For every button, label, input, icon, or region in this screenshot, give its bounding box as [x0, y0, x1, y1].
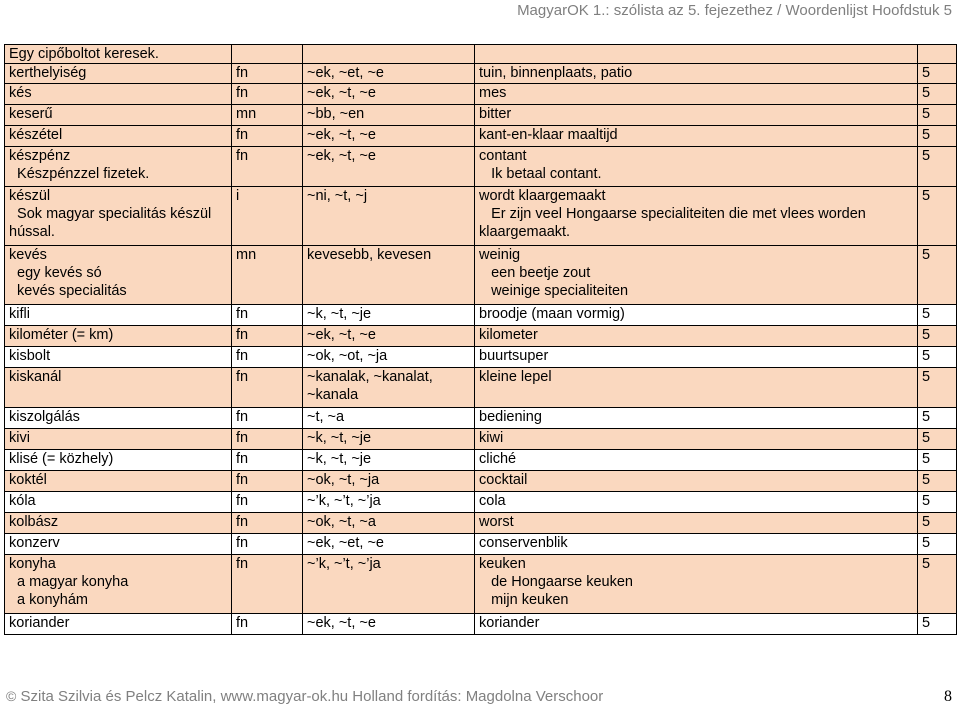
table-row — [5, 147, 957, 187]
hungarian-cell — [5, 614, 232, 635]
pos-cell — [232, 368, 303, 408]
chapter-cell: 5 — [918, 408, 957, 429]
hungarian-cell — [5, 326, 232, 347]
pos-cell — [232, 408, 303, 429]
forms-cell — [303, 347, 475, 368]
forms-cell — [303, 368, 475, 408]
pos-cell — [232, 513, 303, 534]
dutch-cell — [475, 305, 918, 326]
cell-line: Ik betaal contant. — [479, 166, 602, 182]
forms-cell — [303, 45, 475, 64]
dutch-cell — [475, 368, 918, 408]
cell-line: konyha — [9, 556, 56, 572]
cell-line: ~ek, ~t, ~e — [307, 615, 376, 631]
cell-line: ~ek, ~et, ~e — [307, 65, 384, 81]
dutch-cell — [475, 492, 918, 513]
cell-line: kisbolt — [9, 348, 51, 364]
pos-cell — [232, 614, 303, 635]
forms-cell — [303, 513, 475, 534]
chapter-cell: 5 — [918, 347, 957, 368]
cell-line: fn — [236, 451, 249, 467]
forms-cell — [303, 84, 475, 105]
table-row — [5, 429, 957, 450]
chapter-cell — [918, 45, 957, 64]
cell-line: i — [236, 188, 240, 204]
cell-line: fn — [236, 493, 249, 509]
cell-line: kerthelyiség — [9, 65, 87, 81]
cell-line: kifli — [9, 306, 30, 322]
cell-line: fn — [236, 327, 249, 343]
cell-line: ~kanala — [307, 387, 359, 403]
table-row — [5, 45, 957, 64]
hungarian-cell — [5, 368, 232, 408]
cell-line: mn — [236, 247, 257, 263]
dutch-cell — [475, 408, 918, 429]
cell-line: ~k, ~t, ~je — [307, 430, 372, 446]
pos-cell — [232, 450, 303, 471]
hungarian-cell — [5, 246, 232, 305]
table-row — [5, 187, 957, 246]
dutch-cell — [475, 555, 918, 614]
chapter-cell: 5 — [918, 492, 957, 513]
pos-cell — [232, 326, 303, 347]
dutch-cell — [475, 429, 918, 450]
forms-cell — [303, 492, 475, 513]
forms-cell — [303, 187, 475, 246]
cell-line: mes — [479, 85, 507, 101]
cell-line: egy kevés só — [9, 265, 102, 281]
chapter-cell: 5 — [918, 326, 957, 347]
pos-cell — [232, 347, 303, 368]
dutch-cell — [475, 614, 918, 635]
cell-line: keserű — [9, 106, 53, 122]
cell-line: koktél — [9, 472, 47, 488]
cell-line: ~kanalak, ~kanalat, — [307, 369, 433, 385]
chapter-cell: 5 — [918, 534, 957, 555]
forms-cell — [303, 408, 475, 429]
chapter-cell: 5 — [918, 64, 957, 84]
pos-cell — [232, 45, 303, 64]
chapter-cell: 5 — [918, 368, 957, 408]
cell-line: kevés specialitás — [9, 283, 127, 299]
cell-line: kilometer — [479, 327, 538, 343]
cell-line: klaargemaakt. — [479, 224, 571, 240]
table-row — [5, 326, 957, 347]
cell-line: ~ek, ~et, ~e — [307, 535, 384, 551]
cell-line: keuken — [479, 556, 526, 572]
cell-line: ~ok, ~t, ~ja — [307, 472, 380, 488]
cell-line: koriander — [479, 615, 540, 631]
cell-line: Er zijn veel Hongaarse specialiteiten die met vlees worden — [479, 206, 866, 222]
cell-line: fn — [236, 556, 249, 572]
cell-line: fn — [236, 430, 249, 446]
cell-line: fn — [236, 369, 249, 385]
footer — [6, 688, 603, 705]
cell-line: Sok magyar specialitás készül — [9, 206, 212, 222]
forms-cell — [303, 246, 475, 305]
hungarian-cell — [5, 126, 232, 147]
cell-line: cola — [479, 493, 506, 509]
forms-cell — [303, 126, 475, 147]
cell-line: kevesebb, kevesen — [307, 247, 432, 263]
hungarian-cell — [5, 534, 232, 555]
table-row — [5, 84, 957, 105]
dutch-cell — [475, 147, 918, 187]
dutch-cell — [475, 326, 918, 347]
cell-line: fn — [236, 306, 249, 322]
cell-line: mijn keuken — [479, 592, 569, 608]
forms-cell — [303, 614, 475, 635]
cell-line: fn — [236, 65, 249, 81]
pos-cell — [232, 471, 303, 492]
chapter-cell: 5 — [918, 147, 957, 187]
hungarian-cell — [5, 492, 232, 513]
table-row — [5, 408, 957, 429]
chapter-cell: 5 — [918, 84, 957, 105]
cell-line: fn — [236, 615, 249, 631]
cell-line: een beetje zout — [479, 265, 591, 281]
cell-line: készétel — [9, 127, 63, 143]
dutch-cell — [475, 84, 918, 105]
hungarian-cell — [5, 513, 232, 534]
cell-line: contant — [479, 148, 527, 164]
cell-line: ~ok, ~ot, ~ja — [307, 348, 388, 364]
forms-cell — [303, 555, 475, 614]
cell-line: fn — [236, 409, 249, 425]
footer-credits: Szita Szilvia és Pelcz Katalin, www.magyar-ok.hu Holland fordítás: Magdolna Verschoor — [20, 688, 604, 705]
cell-line: tuin, binnenplaats, patio — [479, 65, 633, 81]
table-row — [5, 105, 957, 126]
hungarian-cell — [5, 187, 232, 246]
cell-line: ~’k, ~’t, ~’ja — [307, 493, 381, 509]
cell-line: de Hongaarse keuken — [479, 574, 633, 590]
cell-line: fn — [236, 148, 249, 164]
cell-line: kleine lepel — [479, 369, 552, 385]
cell-line: kiszolgálás — [9, 409, 80, 425]
table-row — [5, 555, 957, 614]
cell-line: kilométer (= km) — [9, 327, 114, 343]
cell-line: kant-en-klaar maaltijd — [479, 127, 618, 143]
cell-line: ~ek, ~t, ~e — [307, 148, 376, 164]
cell-line: ~t, ~a — [307, 409, 345, 425]
forms-cell — [303, 147, 475, 187]
pos-cell — [232, 429, 303, 450]
cell-line: készül — [9, 188, 51, 204]
cell-line: koriander — [9, 615, 70, 631]
cell-line: kolbász — [9, 514, 59, 530]
chapter-cell: 5 — [918, 126, 957, 147]
cell-line: fn — [236, 127, 249, 143]
dutch-cell — [475, 534, 918, 555]
table-row — [5, 368, 957, 408]
forms-cell — [303, 450, 475, 471]
cell-line: fn — [236, 514, 249, 530]
pos-cell — [232, 187, 303, 246]
cell-line: weinig — [479, 247, 521, 263]
hungarian-cell — [5, 347, 232, 368]
chapter-cell: 5 — [918, 187, 957, 246]
dutch-cell — [475, 513, 918, 534]
hungarian-cell — [5, 84, 232, 105]
cell-line: a magyar konyha — [9, 574, 129, 590]
cell-line: mn — [236, 106, 257, 122]
table-row — [5, 126, 957, 147]
copyright-icon: © — [6, 688, 17, 704]
cell-line: kóla — [9, 493, 36, 509]
pos-cell — [232, 492, 303, 513]
page-header: MagyarOK 1.: szólista az 5. fejezethez / Woordenlijst Hoofdstuk 5 — [517, 2, 952, 19]
hungarian-cell — [5, 555, 232, 614]
hungarian-cell — [5, 45, 232, 64]
dutch-cell — [475, 450, 918, 471]
dutch-cell — [475, 347, 918, 368]
dutch-cell — [475, 105, 918, 126]
cell-line: fn — [236, 85, 249, 101]
chapter-cell: 5 — [918, 555, 957, 614]
cell-line: bediening — [479, 409, 542, 425]
chapter-cell: 5 — [918, 471, 957, 492]
pos-cell — [232, 84, 303, 105]
pos-cell — [232, 126, 303, 147]
cell-line: cliché — [479, 451, 517, 467]
cell-line: ~k, ~t, ~je — [307, 306, 372, 322]
cell-line: konzerv — [9, 535, 60, 551]
table-row — [5, 64, 957, 84]
table-row — [5, 614, 957, 635]
cell-line: cocktail — [479, 472, 528, 488]
pos-cell — [232, 305, 303, 326]
dutch-cell — [475, 64, 918, 84]
table-row — [5, 305, 957, 326]
cell-line: kés — [9, 85, 32, 101]
cell-line: klisé (= közhely) — [9, 451, 114, 467]
table-row — [5, 492, 957, 513]
cell-line: a konyhám — [9, 592, 88, 608]
cell-line: worst — [479, 514, 514, 530]
forms-cell — [303, 105, 475, 126]
cell-line: broodje (maan vormig) — [479, 306, 625, 322]
pos-cell — [232, 246, 303, 305]
cell-line: ~’k, ~’t, ~’ja — [307, 556, 381, 572]
table-row — [5, 450, 957, 471]
cell-line: conservenblik — [479, 535, 568, 551]
chapter-cell: 5 — [918, 105, 957, 126]
forms-cell — [303, 534, 475, 555]
hungarian-cell — [5, 408, 232, 429]
pos-cell — [232, 64, 303, 84]
cell-line: bitter — [479, 106, 512, 122]
dutch-cell — [475, 471, 918, 492]
forms-cell — [303, 471, 475, 492]
cell-line: kiwi — [479, 430, 504, 446]
hungarian-cell — [5, 305, 232, 326]
page-number: 8 — [944, 688, 952, 705]
cell-line: buurtsuper — [479, 348, 549, 364]
dutch-cell — [475, 246, 918, 305]
dutch-cell — [475, 187, 918, 246]
table-row — [5, 471, 957, 492]
cell-line: fn — [236, 535, 249, 551]
cell-line: készpénz — [9, 148, 71, 164]
dutch-cell — [475, 45, 918, 64]
chapter-cell: 5 — [918, 305, 957, 326]
cell-line: Egy cipőboltot keresek. — [9, 46, 159, 62]
hungarian-cell — [5, 450, 232, 471]
table-row — [5, 513, 957, 534]
table-row — [5, 534, 957, 555]
cell-line: ~ek, ~t, ~e — [307, 327, 376, 343]
cell-line: fn — [236, 348, 249, 364]
hungarian-cell — [5, 147, 232, 187]
chapter-cell: 5 — [918, 513, 957, 534]
hungarian-cell — [5, 429, 232, 450]
cell-line: kiskanál — [9, 369, 62, 385]
forms-cell — [303, 305, 475, 326]
cell-line: ~k, ~t, ~je — [307, 451, 372, 467]
vocabulary-table — [4, 44, 957, 635]
hungarian-cell — [5, 471, 232, 492]
table-row — [5, 347, 957, 368]
pos-cell — [232, 534, 303, 555]
cell-line: kivi — [9, 430, 30, 446]
cell-line: Készpénzzel fizetek. — [9, 166, 150, 182]
cell-line: weinige specialiteiten — [479, 283, 629, 299]
pos-cell — [232, 555, 303, 614]
chapter-cell: 5 — [918, 450, 957, 471]
pos-cell — [232, 105, 303, 126]
forms-cell — [303, 429, 475, 450]
cell-line: ~bb, ~en — [307, 106, 365, 122]
cell-line: ~ok, ~t, ~a — [307, 514, 376, 530]
hungarian-cell — [5, 105, 232, 126]
chapter-cell: 5 — [918, 614, 957, 635]
cell-line: ~ek, ~t, ~e — [307, 85, 376, 101]
forms-cell — [303, 326, 475, 347]
chapter-cell: 5 — [918, 246, 957, 305]
forms-cell — [303, 64, 475, 84]
table-row — [5, 246, 957, 305]
cell-line: wordt klaargemaakt — [479, 188, 606, 204]
cell-line: hússal. — [9, 224, 55, 240]
dutch-cell — [475, 126, 918, 147]
hungarian-cell — [5, 64, 232, 84]
cell-line: ~ni, ~t, ~j — [307, 188, 368, 204]
cell-line: kevés — [9, 247, 47, 263]
chapter-cell: 5 — [918, 429, 957, 450]
pos-cell — [232, 147, 303, 187]
cell-line: fn — [236, 472, 249, 488]
cell-line: ~ek, ~t, ~e — [307, 127, 376, 143]
